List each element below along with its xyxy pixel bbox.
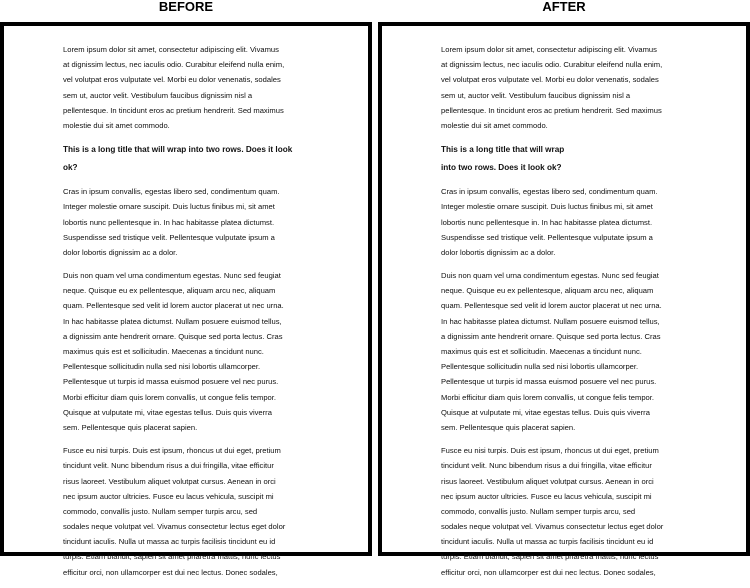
paragraph-2 [441,184,741,260]
paragraph-4-line: risus laoreet. Vestibulum aliquet volutpat cursus. Aenean in orci [441,476,654,486]
paragraph-4-line: sodales neque volutpat vel. Vivamus consectetur lectus eget dolor [441,522,664,532]
paragraph-1-line: sem ut, auctor velit. Vestibulum faucibus dignissim nisl a [63,90,253,100]
paragraph-4-line: nec ipsum auctor ultricies. Fusce eu lacus vehicula, suscipit mi [441,491,652,501]
paragraph-3-line: maximus quis est et sollicitudin. Maecenas a tincidunt nunc. [441,347,642,356]
paragraph-1-line: sem ut, auctor velit. Vestibulum faucibus dignissim nisl a [441,90,631,100]
after-frame [378,22,750,577]
paragraph-3-line: maximus quis est et sollicitudin. Maecenas a tincidunt nunc. [63,347,264,356]
paragraph-4-line: tincidunt velit. Nunc bibendum risus a dui fringilla, vitae efficitur [441,461,652,471]
paragraph-3-line: Morbi efficitur diam quis lorem convallis, ut congue felis tempor. [63,392,276,402]
paragraph-1-line: vel volutpat eros vulputate vel. Morbi eu dolor venenatis, sodales [63,75,281,85]
paragraph-4-line: Fusce eu nisi turpis. Duis est ipsum, rhoncus ut dui eget, pretium [441,446,659,456]
paragraph-3-line: neque. Quisque eu ex pellentesque, aliquam arcu nec, aliquam [441,286,654,296]
paragraph-2-line: Suspendisse sed tristique velit. Pellentesque vulputate ipsum a [63,232,275,242]
paragraph-1-line: vel volutpat eros vulputate vel. Morbi eu dolor venenatis, sodales [441,75,659,85]
before-frame [0,22,372,577]
paragraph-1-line: pellentesque. In tincidunt eros ac pretium hendrerit. Sed maximus [441,105,662,115]
paragraph-3-line: a dignissim ante hendrerit ornare. Quisque sed porta lectus. Cras [63,331,283,341]
section-title [441,141,741,176]
paragraph-4 [441,443,741,580]
paragraph-3-line: Quisque at vulputate mi, vitae egestas tellus. Duis quis viverra [441,407,650,417]
paragraph-3-line: Pellentesque ut turpis id massa euismod posuere vel nec purus. [63,377,279,387]
paragraph-1-line: molestie dui sit amet commodo. [441,120,548,130]
paragraph-3 [441,268,741,435]
paragraph-1-line: at dignissim lectus, nec iaculis odio. Curabitur eleifend nulla enim, [441,60,663,70]
paragraph-4-line: nec ipsum auctor ultricies. Fusce eu lacus vehicula, suscipit mi [63,491,274,501]
section-title-line: into two rows. Does it look ok? [441,162,562,172]
paragraph-4-line: tincidunt iaculis. Nulla ut massa ac turpis facilisis tincidunt eu id [441,537,654,547]
paragraph-1-line: pellentesque. In tincidunt eros ac pretium hendrerit. Sed maximus [63,105,284,115]
paragraph-3-line: sem. Pellentesque quis placerat sapien. [63,422,198,432]
paragraph-2-line: dolor lobortis dignissim ac a dolor. [63,247,178,257]
paragraph-3-line: Duis non quam vel urna condimentum egestas. Nunc sed feugiat [441,271,659,281]
paragraph-4-line: Fusce eu nisi turpis. Duis est ipsum, rhoncus ut dui eget, pretium [63,446,281,456]
after-label: AFTER [542,0,586,14]
paragraph-4-line: tincidunt velit. Nunc bibendum risus a dui fringilla, vitae efficitur [63,461,274,471]
paragraph-3-line: sem. Pellentesque quis placerat sapien. [441,422,576,432]
paragraph-4-line: commodo, convallis justo. Nullam semper turpis arcu, sed [441,506,636,516]
paragraph-3-line: quam. Pellentesque sed velit id lorem auctor placerat ut nec urna. [63,301,284,311]
paragraph-3-line: quam. Pellentesque sed velit id lorem auctor placerat ut nec urna. [441,301,662,311]
paragraph-2-line: Cras in ipsum convallis, egestas libero sed, condimentum quam. [441,187,658,197]
paragraph-2-line: Integer molestie ornare suscipit. Duis luctus finibus mi, sit amet [63,202,275,212]
paragraph-2 [63,184,363,260]
after-content [441,42,741,588]
before-content [63,42,363,588]
section-title-line: This is a long title that will wrap into two rows. Does it look [63,145,293,155]
paragraph-3-line: In hac habitasse platea dictumst. Nullam posuere euismod tellus, [441,316,660,326]
section-title-line: This is a long title that will wrap [441,145,565,155]
paragraph-4-line: risus laoreet. Vestibulum aliquet volutpat cursus. Aenean in orci [63,476,276,486]
paragraph-2-line: Suspendisse sed tristique velit. Pellentesque vulputate ipsum a [441,232,653,242]
paragraph-4-line: sodales neque volutpat vel. Vivamus consectetur lectus eget dolor [63,522,286,532]
paragraph-3-line: Pellentesque sollicitudin nulla sed nisi lobortis ullamcorper. [441,362,639,372]
paragraph-2-line: lobortis nunc pellentesque in. In hac habitasse platea dictumst. [441,217,653,227]
paragraph-1-line: Lorem ipsum dolor sit amet, consectetur adipiscing elit. Vivamus [441,45,657,54]
paragraph-2-line: lobortis nunc pellentesque in. In hac habitasse platea dictumst. [63,217,275,227]
section-title [63,141,363,176]
paragraph-4-line: turpis. Etiam blandit, sapien sit amet pharetra mattis, nunc lectus [441,552,659,562]
paragraph-1-line: Lorem ipsum dolor sit amet, consectetur adipiscing elit. Vivamus [63,45,279,54]
paragraph-4-line: tincidunt iaculis. Nulla ut massa ac turpis facilisis tincidunt eu id [63,537,276,547]
paragraph-4-line: efficitur orci, non ullamcorper est dui nec lectus. Donec sodales, [441,567,656,577]
paragraph-3-line: neque. Quisque eu ex pellentesque, aliquam arcu nec, aliquam [63,286,276,296]
section-title-line: ok? [63,162,78,172]
before-label: BEFORE [158,0,214,14]
paragraph-1-line: at dignissim lectus, nec iaculis odio. Curabitur eleifend nulla enim, [63,60,285,70]
paragraph-4 [63,443,363,580]
paragraph-3-line: Pellentesque ut turpis id massa euismod posuere vel nec purus. [441,377,657,387]
paragraph-3-line: Duis non quam vel urna condimentum egestas. Nunc sed feugiat [63,271,281,281]
paragraph-4-line: commodo, convallis justo. Nullam semper turpis arcu, sed [63,506,258,516]
paragraph-1-line: molestie dui sit amet commodo. [63,120,170,130]
paragraph-4-line: efficitur orci, non ullamcorper est dui nec lectus. Donec sodales, [63,567,278,577]
paragraph-3-line: Quisque at vulputate mi, vitae egestas tellus. Duis quis viverra [63,407,272,417]
paragraph-2-line: Cras in ipsum convallis, egestas libero sed, condimentum quam. [63,187,280,197]
paragraph-2-line: dolor lobortis dignissim ac a dolor. [441,247,556,257]
paragraph-3-line: Pellentesque sollicitudin nulla sed nisi lobortis ullamcorper. [63,362,261,372]
paragraph-3-line: In hac habitasse platea dictumst. Nullam posuere euismod tellus, [63,316,282,326]
paragraph-3 [63,268,363,435]
paragraph-2-line: Integer molestie ornare suscipit. Duis luctus finibus mi, sit amet [441,202,653,212]
paragraph-4-line: turpis. Etiam blandit, sapien sit amet pharetra mattis, nunc lectus [63,552,281,562]
paragraph-3-line: a dignissim ante hendrerit ornare. Quisque sed porta lectus. Cras [441,331,661,341]
paragraph-1 [63,42,363,133]
paragraph-1 [441,42,741,133]
paragraph-3-line: Morbi efficitur diam quis lorem convallis, ut congue felis tempor. [441,392,654,402]
